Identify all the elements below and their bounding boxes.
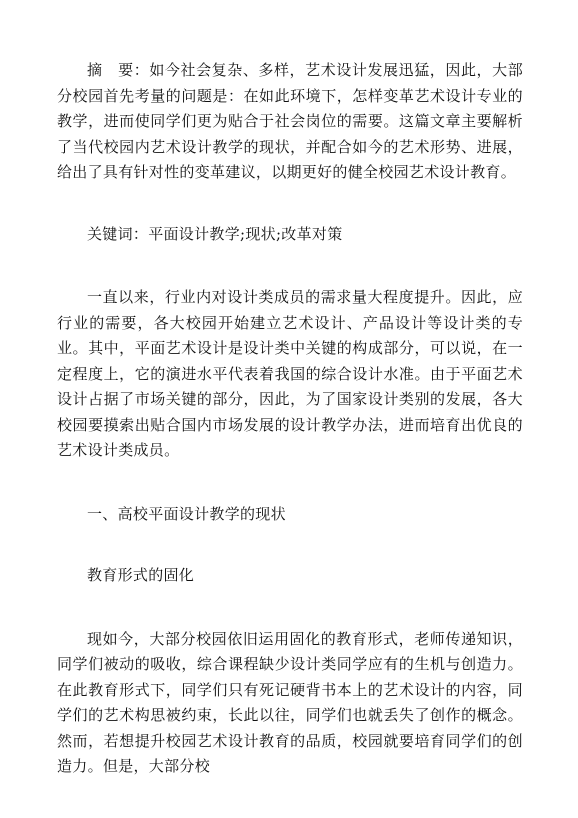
intro-paragraph: 一直以来，行业内对设计类成员的需求量大程度提升。因此，应行业的需要，各大校园开始建立艺术设计、产品设计等设计类的专业。其中，平面艺术设计是设计类中关键的构成部分，可以说，在一定程度上，它的演进水平代表着我国的综合设计水准。由于平面艺术设计占据了市场关键的部分，因此，为了国家设计类别的发展，各大校园要摸索出贴合国内市场发展的设计教学办法，进而培育出优良的艺术设计类成员。 bbox=[57, 288, 523, 459]
section-heading: 一、高校平面设计教学的现状 bbox=[87, 504, 286, 523]
subsection-heading: 教育形式的固化 bbox=[87, 566, 195, 584]
body-paragraph: 现如今，大部分校园依旧运用固化的教育形式，老师传递知识，同学们被动的吸收，综合课程缺少设计类同学应有的生机与创造力。在此教育形式下，同学们只有死记硬背书本上的艺术设计的内容，同学们的艺术构思被约束，长此以往，同学们也就丢失了创作的概念。然而，若想提升校园艺术设计教育的品质，校园就要培育同学们的创造力。但是，大部分校 bbox=[57, 629, 523, 775]
document-page bbox=[57, 58, 523, 780]
abstract-paragraph: 摘 要：如今社会复杂、多样，艺术设计发展迅猛，因此，大部分校园首先考量的问题是：在如此环境下，怎样变革艺术设计专业的教学，进而使同学们更为贴合于社会岗位的需要。这篇文章主要解析了当代校园内艺术设计教学的现状，并配合如今的艺术形势、进展，给出了具有针对性的变革建议，以期更好的健全校园艺术设计教育。 bbox=[57, 61, 523, 181]
keywords-line: 关键词：平面设计教学;现状;改革对策 bbox=[87, 224, 343, 243]
